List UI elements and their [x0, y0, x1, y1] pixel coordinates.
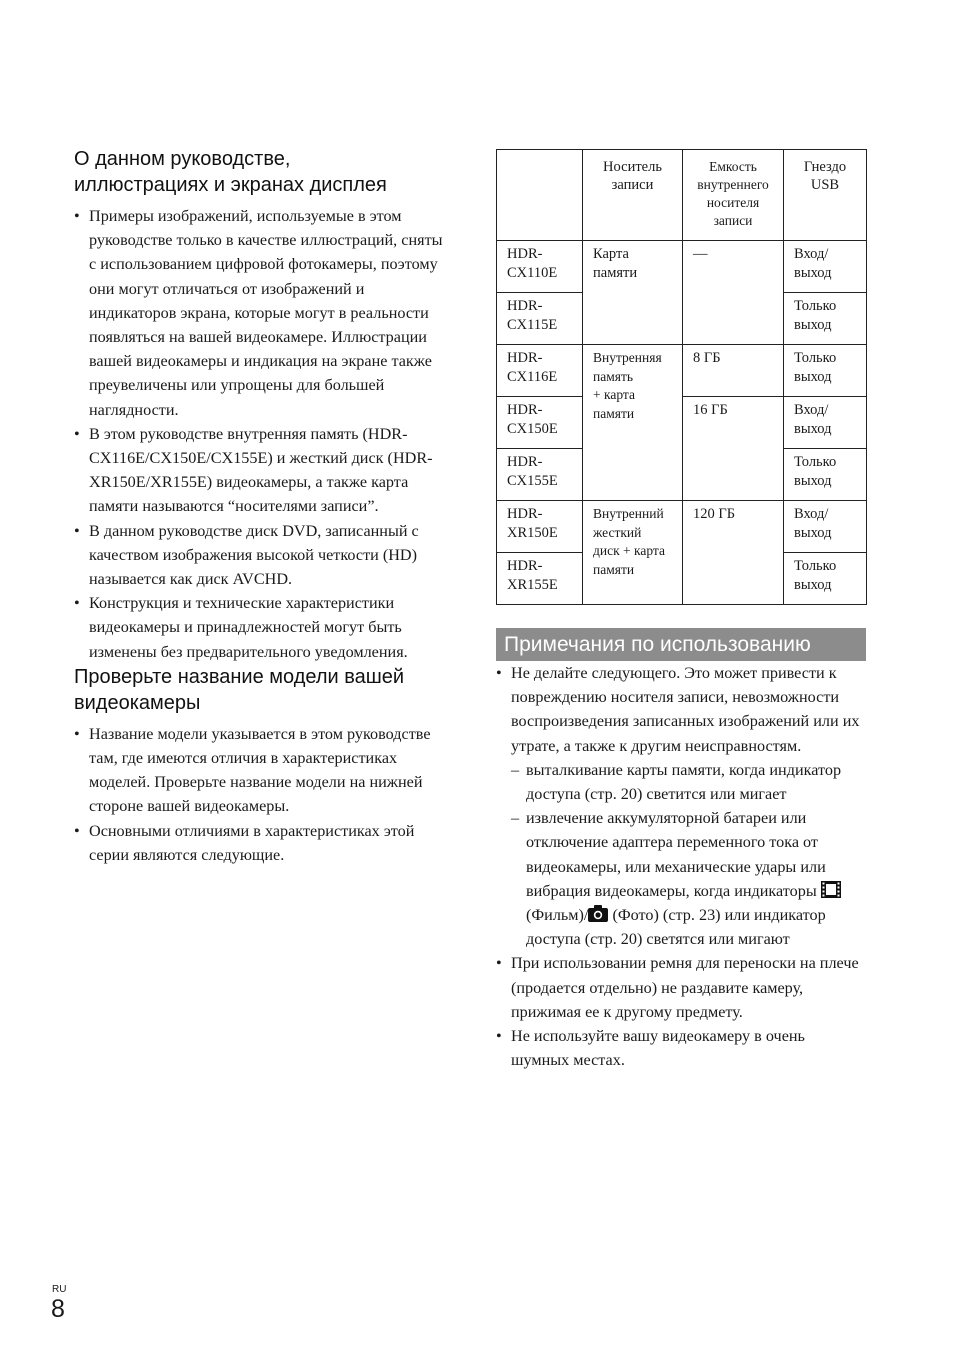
capacity-cell: 8 ГБ	[683, 345, 784, 397]
usb-cell: Только выход	[784, 449, 867, 501]
usb-cell: Только выход	[784, 345, 867, 397]
list-item: • Не используйте вашу видеокамеру в очень шумных местах.	[496, 1024, 866, 1072]
model-cell: HDR- XR155E	[497, 553, 583, 605]
model-cell: HDR- CX150E	[497, 397, 583, 449]
left-column	[74, 146, 446, 867]
table-row	[497, 241, 867, 293]
list-item: • В данном руководстве диск DVD, записанный с качеством изображения высокой четкости (HD) называется как диск AVCHD.	[74, 519, 446, 592]
language-code: RU	[52, 1284, 67, 1295]
section-title-about-manual: О данном руководстве, иллюстрациях и экранах дисплея	[74, 148, 387, 196]
capacity-cell: 16 ГБ	[683, 397, 784, 501]
header-usb-jack: Гнездо USB	[784, 150, 867, 241]
capacity-cell: 120 ГБ	[683, 501, 784, 605]
list-item: • Конструкция и технические характеристики видеокамеры и принадлежностей могут быть изменены без предварительного уведомления.	[74, 591, 446, 664]
header-storage-media: Носитель записи	[583, 150, 683, 241]
usb-cell: Вход/ выход	[784, 397, 867, 449]
list-item: • При использовании ремня для переноски на плече (продается отдельно) не раздавите камеру, прижимая ее к другому предмету.	[496, 951, 866, 1024]
usage-notes-list	[496, 661, 866, 1072]
model-cell: HDR- CX116E	[497, 345, 583, 397]
page-number: 8	[51, 1295, 65, 1323]
list-item: • В этом руководстве внутренняя память (HDR-CX116E/CX150E/CX155E) и жесткий диск (HDR-XR150E/XR155E) видеокамеры, а также карта памяти называются “носителями записи”.	[74, 422, 446, 519]
usb-cell: Только выход	[784, 553, 867, 605]
usb-cell: Вход/ выход	[784, 501, 867, 553]
check-model-list	[74, 722, 446, 867]
capacity-cell: —	[683, 241, 784, 345]
header-internal-capacity: Емкость внутреннего носителя записи	[683, 150, 784, 241]
section-title-check-model: Проверьте название модели вашей видеокамеры	[74, 665, 405, 714]
model-cell: HDR- CX115E	[497, 293, 583, 345]
model-cell: HDR- XR150E	[497, 501, 583, 553]
usb-cell: Вход/ выход	[784, 241, 867, 293]
sub-list	[511, 758, 866, 952]
model-comparison-table	[496, 149, 867, 605]
media-cell: Внутренний жесткий диск + карта памяти	[583, 501, 683, 605]
media-cell: Карта памяти	[583, 241, 683, 345]
list-item: • Название модели указывается в этом руководстве там, где имеются отличия в характеристиках моделей. Проверьте название модели на нижней стороне вашей видеокамеры.	[74, 722, 446, 819]
sub-list-item: – извлечение аккумуляторной батареи или отключение адаптера переменного тока от видеокамеры, или механические удары или вибрация видеокамеры, когда индикаторы (Фильм)/ (Фото) (стр. 23) или индикатор доступа (стр. 20) светятся или мигают	[511, 806, 866, 951]
media-cell: Внутренняя память + карта памяти	[583, 345, 683, 501]
usb-cell: Только выход	[784, 293, 867, 345]
photo-camera-icon	[588, 905, 608, 922]
list-item: • Не делайте следующего. Это может привести к повреждению носителя записи, невозможности воспроизведения записанных изображений или их утрате, а также к другим неисправностям. – выталкивание карты памяти, когда индикатор доступа (стр. 20) светится или мигает – извлечение аккумуляторной батареи или отключение адаптера переменного тока от видеокамеры, или механические удары или вибрация видеокамеры, когда индикаторы (Фильм)/ (Фото) (стр. 23) или индикатор доступа (стр. 20) светятся или мигают	[496, 661, 866, 951]
list-item: • Основными отличиями в характеристиках этой серии являются следующие.	[74, 819, 446, 867]
table-row	[497, 501, 867, 553]
movie-film-icon	[821, 881, 841, 898]
header-empty	[497, 150, 583, 241]
table-row	[497, 345, 867, 397]
section-banner-usage-notes: Примечания по использованию	[496, 628, 866, 661]
about-manual-list	[74, 204, 446, 664]
model-cell: HDR- CX155E	[497, 449, 583, 501]
table-header-row	[497, 150, 867, 241]
right-column	[496, 149, 866, 1072]
sub-list-item: – выталкивание карты памяти, когда индикатор доступа (стр. 20) светится или мигает	[511, 758, 866, 806]
model-cell: HDR- CX110E	[497, 241, 583, 293]
list-item: • Примеры изображений, используемые в этом руководстве только в качестве иллюстраций, сняты с использованием цифровой фотокамеры, поэтому они могут отличаться от изображений и индикаторов экрана, которые могут в реальности появляться на вашей видеокамере. Иллюстрации вашей видеокамеры и индикация на экране также преувеличены или упрощены для большей наглядности.	[74, 204, 446, 422]
